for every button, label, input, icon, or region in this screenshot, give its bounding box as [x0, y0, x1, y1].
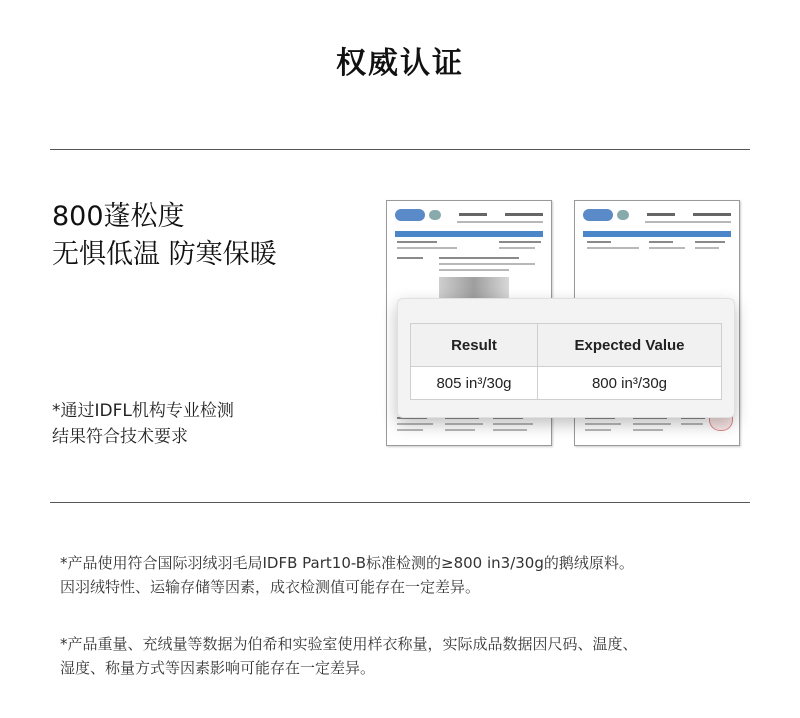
seal-icon — [617, 210, 629, 220]
doc-line — [397, 241, 437, 243]
doc-line — [499, 241, 541, 243]
idfl-logo-icon — [395, 209, 425, 221]
doc-line — [439, 257, 519, 259]
certification-note-line-2: 结果符合技术要求 — [52, 427, 188, 447]
doc-header-line — [647, 213, 675, 216]
disclaimer-2-line-1: *产品重量、充绒量等数据为伯希和实验室使用样衣称量，实际成品数据因尺码、温度、 — [60, 635, 638, 653]
doc-line — [493, 429, 527, 431]
doc-line — [649, 247, 685, 249]
doc-line — [499, 247, 535, 249]
doc-line — [649, 241, 673, 243]
divider-top — [50, 149, 750, 150]
doc-line — [397, 257, 423, 259]
disclaimer-2-line-2: 湿度、称量方式等因素影响可能存在一定差异。 — [60, 659, 376, 677]
doc-line — [695, 241, 725, 243]
doc-line — [397, 423, 433, 425]
doc-line — [397, 429, 423, 431]
disclaimer-down-standard — [60, 551, 760, 599]
divider-bottom — [50, 502, 750, 503]
disclaimer-1-line-1: *产品使用符合国际羽绒羽毛局IDFB Part10-B标准检测的≥800 in3/30g的鹅绒原料。 — [60, 554, 634, 572]
expected-value: 800 in³/30g — [538, 367, 722, 400]
header-result: Result — [411, 324, 538, 367]
doc-line — [445, 429, 475, 431]
certification-note — [52, 398, 234, 450]
table-row — [411, 367, 722, 400]
headline — [52, 198, 277, 274]
doc-line — [585, 429, 611, 431]
doc-line — [397, 247, 457, 249]
page-title: 权威认证 — [336, 46, 464, 81]
idfl-logo-icon — [583, 209, 613, 221]
headline-line-1: 800蓬松度 — [52, 201, 185, 232]
doc-line — [587, 241, 611, 243]
table-header-row — [411, 324, 722, 367]
doc-header-line — [693, 213, 731, 216]
doc-line — [585, 423, 621, 425]
result-value: 805 in³/30g — [411, 367, 538, 400]
doc-blue-band — [583, 231, 731, 237]
disclaimer-weight — [60, 632, 760, 680]
doc-line — [439, 269, 509, 271]
doc-line — [633, 423, 671, 425]
doc-header-line — [505, 213, 543, 216]
doc-line — [645, 221, 731, 223]
doc-line — [457, 221, 543, 223]
doc-blue-band — [395, 231, 543, 237]
doc-line — [493, 423, 533, 425]
doc-line — [695, 247, 719, 249]
disclaimer-1-line-2: 因羽绒特性、运输存储等因素，成衣检测值可能存在一定差异。 — [60, 578, 481, 596]
header-expected-value: Expected Value — [538, 324, 722, 367]
doc-line — [445, 423, 483, 425]
doc-header-line — [459, 213, 487, 216]
doc-line — [439, 263, 535, 265]
result-card — [397, 298, 735, 418]
doc-line — [587, 247, 639, 249]
doc-line — [681, 423, 703, 425]
headline-line-2: 无惧低温 防寒保暖 — [52, 239, 277, 270]
certification-note-line-1: *通过IDFL机构专业检测 — [52, 401, 234, 421]
seal-icon — [429, 210, 441, 220]
doc-line — [633, 429, 663, 431]
result-table — [410, 323, 722, 400]
